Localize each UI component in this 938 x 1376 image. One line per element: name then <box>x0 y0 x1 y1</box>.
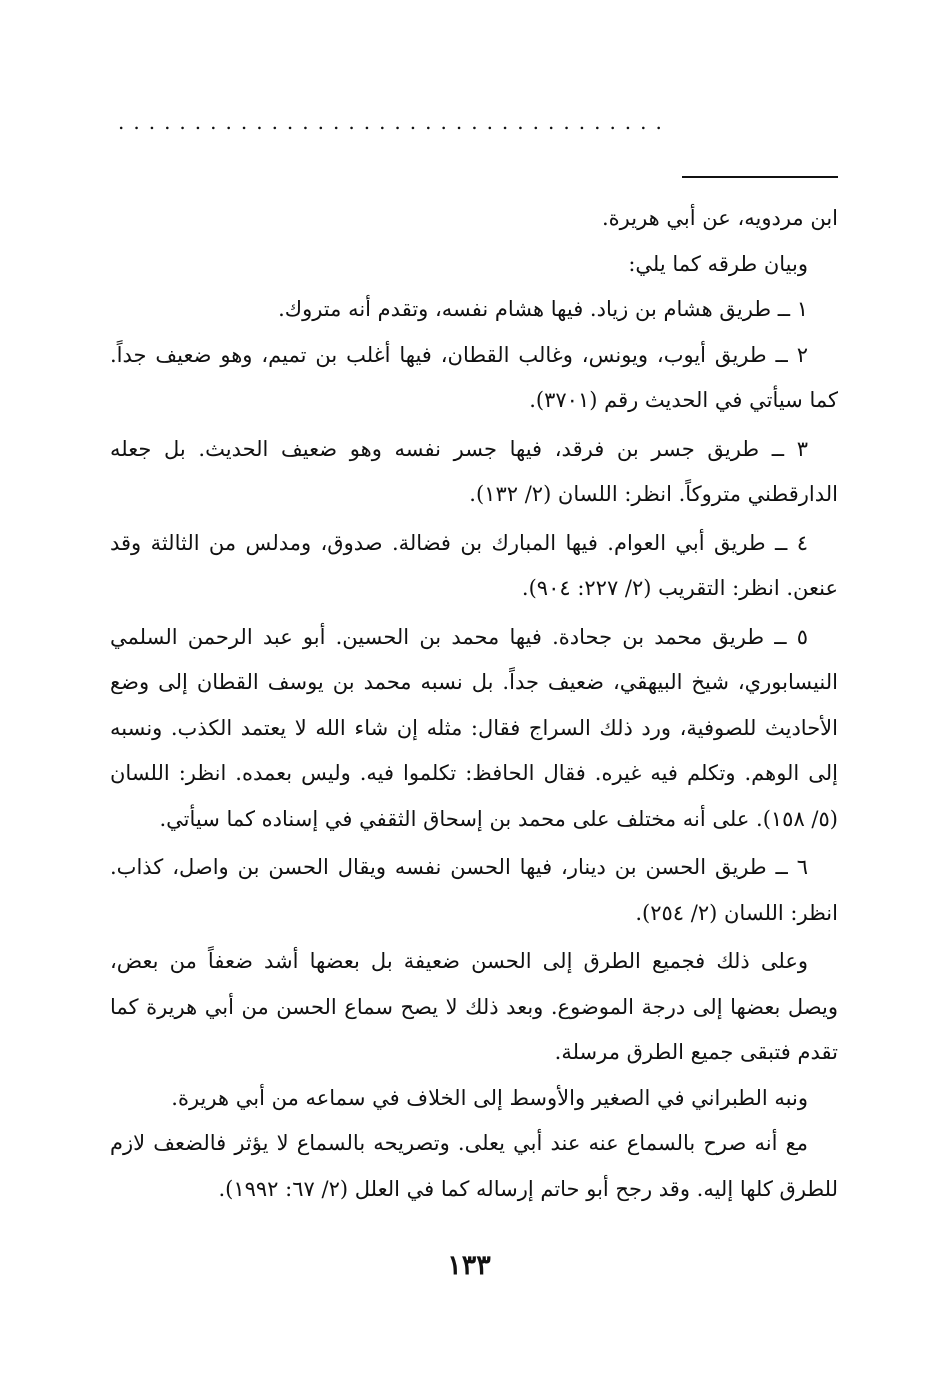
paragraph-routes-heading: وبيان طرقه كما يلي: <box>628 251 808 276</box>
paragraph-route-5: ٥ ــ طريق محمد بن جحادة. فيها محمد بن الحسين. أبو عبد الرحمن السلمي النيسابوري، شيخ البيهقي، ضعيف جداً. بل نسبه محمد بن يوسف القطان إلى وضع الأحاديث للصوفية، ورد ذلك السراج فقال: مثله إن شاء الله لا يعتمد الكذب. ونسبه إلى الوهم. وتكلم فيه غيره. فقال الحافظ: تكلموا فيه. وليس بعمده. انظر: اللسان (٥/ ١٥٨). على أنه مختلف على محمد بن إسحاق الثقفي في إسناده كما سيأتي. <box>110 624 838 831</box>
header-dotted-line: .................................... <box>118 112 671 132</box>
paragraph-route-1: ١ ــ طريق هشام بن زياد. فيها هشام نفسه، وتقدم أنه متروك. <box>278 297 808 321</box>
footnote-text <box>110 196 838 1212</box>
paragraph-route-3: ٣ ــ طريق جسر بن فرقد، فيها جسر نفسه وهو ضعيف الحديث. بل جعله الدارقطني متروكاً. انظر: اللسان (٢/ ١٣٢). <box>110 436 838 506</box>
paragraph-route-4: ٤ ــ طريق أبي العوام. فيها المبارك بن فضالة. صدوق، ومدلس من الثالثة وقد عنعن. انظر: التقريب (٢/ ٢٢٧: ٩٠٤). <box>110 530 838 600</box>
paragraph-tabarani-note: ونبه الطبراني في الصغير والأوسط إلى الخلاف في سماعه من أبي هريرة. <box>171 1085 808 1110</box>
paragraph-abu-yala-note: مع أنه صرح بالسماع عنه عند أبي يعلى. وتصريحه بالسماع لا يؤثر فالضعف لازم للطرق كلها إليه. وقد رجح أبو حاتم إرساله كما في العلل (٢/ ٦٧: ١٩٩٢). <box>110 1131 838 1201</box>
footnote-separator <box>682 176 838 178</box>
paragraph-route-2: ٢ ــ طريق أيوب، ويونس، وغالب القطان، فيها أغلب بن تميم، وهو ضعيف جداً. كما سيأتي في الحديث رقم (٣٧٠١). <box>110 342 838 412</box>
paragraph-route-6: ٦ ــ طريق الحسن بن دينار، فيها الحسن نفسه ويقال الحسن بن واصل، كذاب. انظر: اللسان (٢/ ٢٥٤). <box>110 855 838 925</box>
paragraph-conclusion: وعلى ذلك فجميع الطرق إلى الحسن ضعيفة بل بعضها أشد ضعفاً من بعض، ويصل بعضها إلى درجة الموضوع. وبعد ذلك لا يصح سماع الحسن من أبي هريرة كما تقدم فتبقى جميع الطرق مرسلة. <box>110 949 838 1064</box>
page-number: ١٣٣ <box>447 1250 491 1281</box>
paragraph-intro: ابن مردويه، عن أبي هريرة. <box>601 206 838 230</box>
